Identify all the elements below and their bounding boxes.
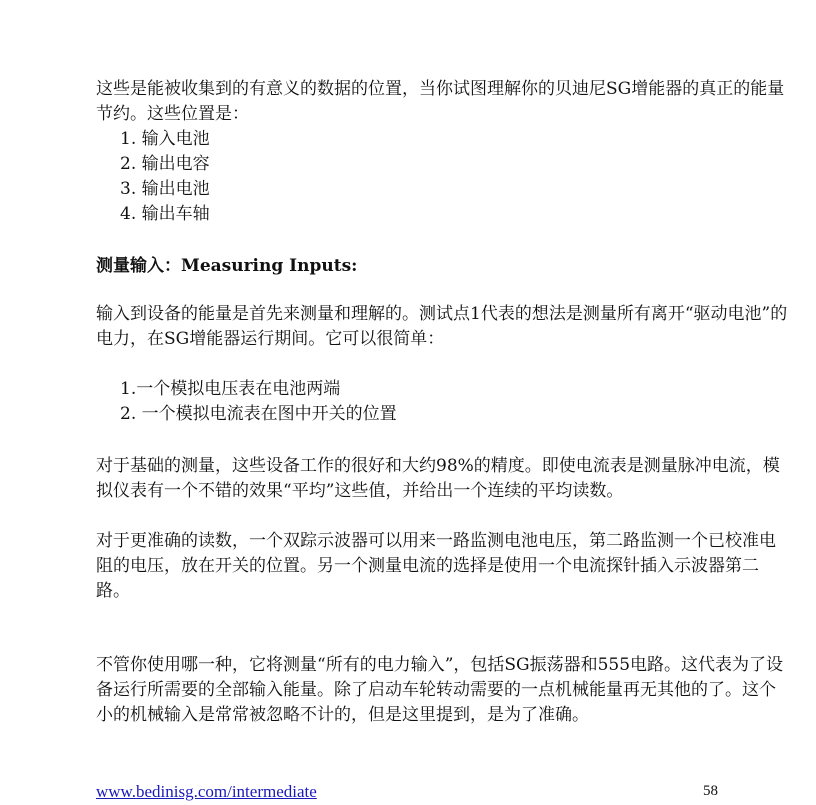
location-item-3: 3. 输出电池	[120, 179, 210, 199]
method-item-1: 1.一个模拟电压表在电池两端	[120, 379, 341, 399]
location-item-1: 1. 输入电池	[120, 129, 210, 149]
oscilloscope-paragraph: 对于更准确的读数，一个双踪示波器可以用来一路监测电池电压，第二路监测一个已校准电阻的电压，放在开关的位置。另一个测量电流的选择是使用一个电流探针插入示波器第二路。	[96, 531, 776, 601]
method-item-2: 2. 一个模拟电流表在图中开关的位置	[120, 404, 397, 424]
total-input-paragraph: 不管你使用哪一种，它将测量“所有的电力输入”，包括SG振荡器和555电路。这代表为了设备运行所需要的全部输入能量。除了启动车轮转动需要的一点机械能量再无其他的了。这个小的机械输入是常常被忽略不计的，但是这里提到，是为了准确。	[96, 655, 784, 725]
section-heading: 测量输入：Measuring Inputs:	[96, 256, 358, 276]
page-number: 58	[703, 783, 718, 799]
intro-paragraph: 这些是能被收集到的有意义的数据的位置，当你试图理解你的贝迪尼SG增能器的真正的能量节约。这些位置是：	[96, 79, 785, 124]
location-item-2: 2. 输出电容	[120, 154, 210, 174]
website-link[interactable]: www.bedinisg.com/intermediate	[96, 782, 317, 801]
measure-inputs-paragraph: 输入到设备的能量是首先来测量和理解的。测试点1代表的想法是测量所有离开“驱动电池”的电力，在SG增能器运行期间。它可以很简单：	[96, 304, 788, 349]
basic-measurement-paragraph: 对于基础的测量，这些设备工作的很好和大约98%的精度。即使电流表是测量脉冲电流，模拟仪表有一个不错的效果“平均”这些值，并给出一个连续的平均读数。	[96, 456, 780, 501]
location-item-4: 4. 输出车轴	[120, 204, 210, 224]
